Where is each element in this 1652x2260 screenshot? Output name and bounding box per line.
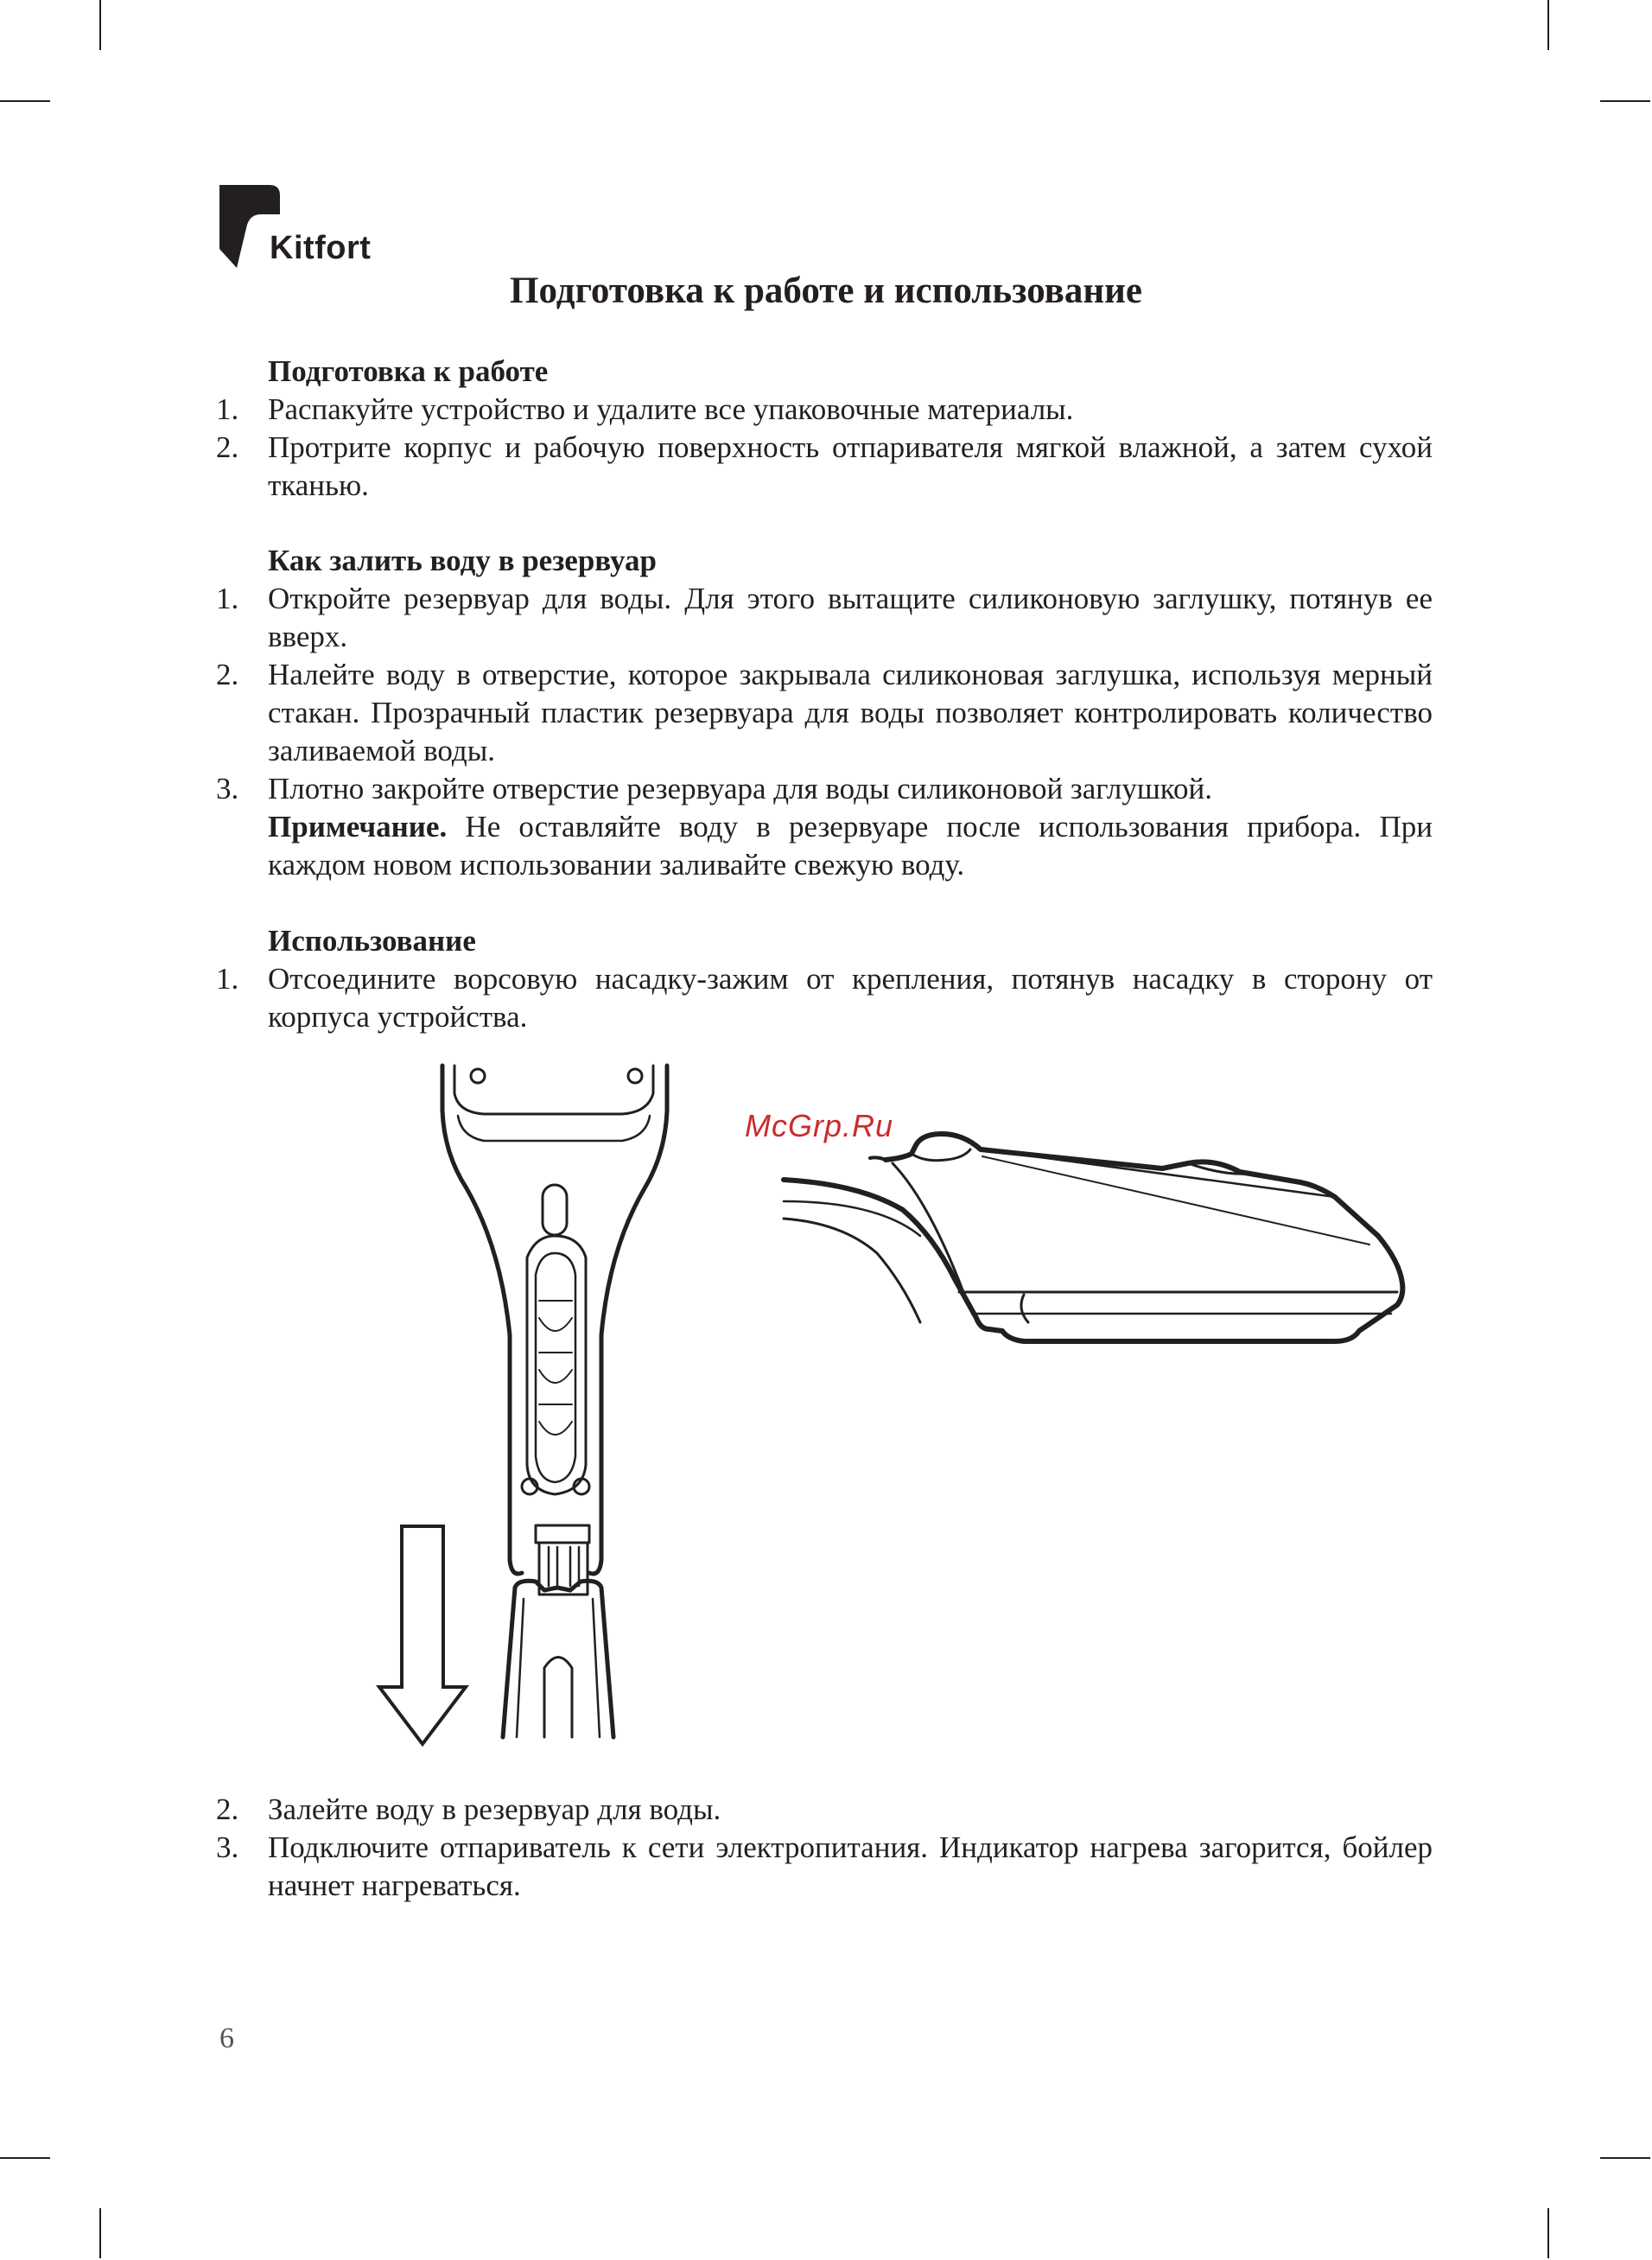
section-fill-water [216,542,1433,884]
section-heading: Использование [268,924,476,958]
item-text: Протрите корпус и рабочую поверхность отпаривателя мягкой влажной, а затем сухой тканью. [268,430,1433,502]
list-item [216,580,1433,656]
section-preparation [216,353,1433,505]
list-item [216,960,1433,1036]
item-text: Подключите отпариватель к сети электропитания. Индикатор нагрева загорится, бойлер начнет нагреваться. [268,1830,1433,1902]
item-number: 1. [216,962,239,996]
section-usage [216,922,1433,1036]
crop-mark [99,2208,101,2258]
item-text: Залейте воду в резервуар для воды. [268,1792,721,1826]
item-number: 2. [216,1792,239,1826]
crop-mark [0,100,50,102]
item-text: Откройте резервуар для воды. Для этого вытащите силиконовую заглушку, потянув ее вверх. [268,582,1433,653]
list-item [216,1791,1433,1829]
list-item [216,770,1433,884]
crop-mark [1547,0,1549,50]
item-text: Налейте воду в отверстие, которое закрывала силиконовая заглушка, используя мерный стакан. Прозрачный пластик резервуара для воды позволяет контролировать количество заливаемой воды. [268,658,1433,767]
note-text: Не оставляйте воду в резервуаре после использования прибора. При каждом новом использовании заливайте свежую воду. [268,810,1433,882]
arrow-down-icon [376,1523,471,1749]
crop-mark [99,0,101,50]
item-number: 3. [216,1830,239,1864]
steamer-side-illustration [782,1115,1413,1366]
page-number: 6 [219,2022,234,2054]
section-heading: Как залить воду в резервуар [268,544,657,577]
section-usage-continued [216,1791,1433,1905]
item-text-main: Плотно закройте отверстие резервуара для воды силиконовой заглушкой. [268,772,1212,805]
crop-mark [1547,2208,1549,2258]
item-text: Отсоедините ворсовую насадку-зажим от крепления, потянув насадку в сторону от корпуса устройства. [268,962,1433,1034]
item-number: 3. [216,772,239,805]
section-heading: Подготовка к работе [268,354,549,388]
item-text: Распакуйте устройство и удалите все упаковочные материалы. [268,392,1074,426]
item-number: 2. [216,658,239,691]
item-number: 1. [216,582,239,615]
list-item [216,391,1433,429]
item-number: 2. [216,430,239,464]
page-title: Подготовка к работе и использование [510,271,1142,311]
list-item [216,656,1433,770]
crop-mark [0,2157,50,2159]
watermark: McGrp.Ru [745,1108,894,1143]
crop-mark [1600,2157,1650,2159]
list-item [216,1829,1433,1905]
list-item [216,429,1433,505]
brand-logo-text: Kitfort [270,230,372,266]
note-label: Примечание. [268,810,448,844]
item-number: 1. [216,392,239,426]
crop-mark [1600,100,1650,102]
item-text [268,770,1433,884]
